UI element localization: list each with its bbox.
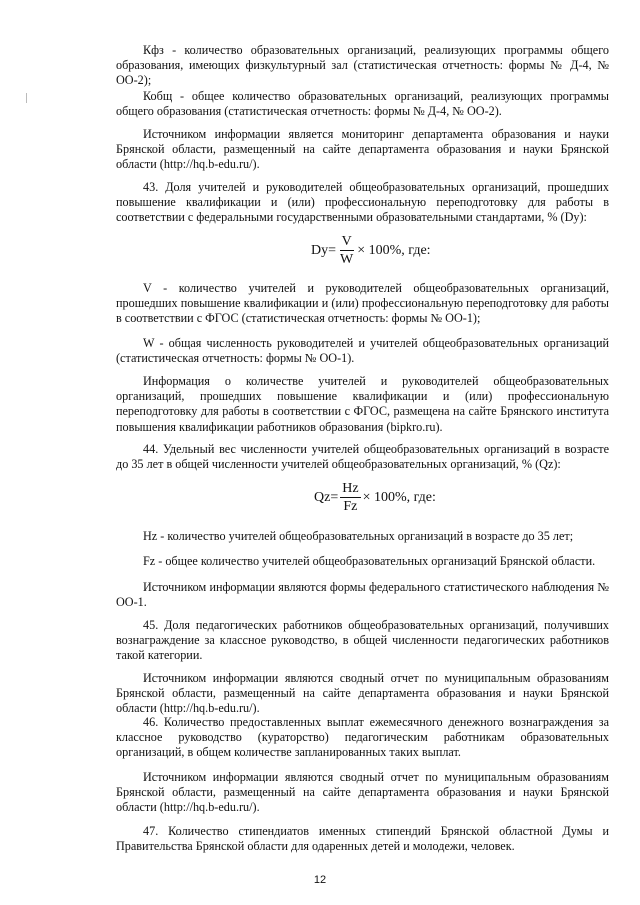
paragraph-text: Fz - общее количество учителей общеобразовательных организаций Брянской области. bbox=[143, 554, 596, 568]
page-number: 12 bbox=[313, 874, 327, 886]
paragraph-text: Кфз - количество образовательных организаций, реализующих программы общего образования, имеющих физкультурный зал (статистическая отчетность: формы № Д-4, № ОО-2); bbox=[116, 43, 609, 88]
formula-rhs: × 100%, где: bbox=[357, 242, 431, 258]
paragraph-kfz bbox=[116, 43, 609, 89]
paragraph-item-46 bbox=[116, 715, 609, 761]
paragraph-text: 45. Доля педагогических работников общеобразовательных организаций, получивших вознаграждение за классное руководство, в общей численности педагогических работников такой категории. bbox=[116, 618, 609, 663]
paragraph-source-oo1 bbox=[116, 580, 609, 610]
paragraph-hz-definition bbox=[116, 529, 609, 544]
paragraph-item-43 bbox=[116, 180, 609, 226]
paragraph-text: 43. Доля учителей и руководителей общеобразовательных организаций, прошедших повышение квалификации и (или) профессиональную переподготовку для работы в соответствии с федеральными государственными образовательными стандартами, % (Dy): bbox=[116, 180, 609, 225]
margin-mark bbox=[26, 93, 27, 103]
paragraph-item-45 bbox=[116, 618, 609, 664]
paragraph-text: Источником информации являются сводный отчет по муниципальным образованиям Брянской области, размещенный на сайте департамента образования и науки Брянской области (http://hq.b-edu.ru/). bbox=[116, 671, 609, 716]
fraction-numerator: Hz bbox=[342, 481, 359, 496]
paragraph-item-44 bbox=[116, 442, 609, 472]
paragraph-source-monitoring bbox=[116, 127, 609, 173]
paragraph-text: V - количество учителей и руководителей общеобразовательных организаций, прошедших повышение квалификации и (или) профессиональную переподготовку для работы в соответствии с ФГОС (статистическая отчетность: формы № ОО-1); bbox=[116, 281, 609, 326]
formula-rhs: × 100%, где: bbox=[362, 489, 436, 505]
paragraph-w-definition bbox=[116, 336, 609, 366]
paragraph-text: W - общая численность руководителей и учителей общеобразовательных организаций (статистическая отчетность: формы № ОО-1). bbox=[116, 336, 609, 366]
paragraph-text: Источником информации являются формы федерального статистического наблюдения № ОО-1. bbox=[116, 580, 609, 610]
fraction-numerator: V bbox=[341, 234, 352, 249]
paragraph-source-municipal-2 bbox=[116, 770, 609, 816]
paragraph-fz-definition bbox=[116, 554, 609, 569]
paragraph-v-definition bbox=[116, 281, 609, 327]
formula-lhs: Dy= bbox=[311, 242, 337, 258]
paragraph-text: 47. Количество стипендиатов именных стипендий Брянской областной Думы и Правительства Брянской области для одаренных детей и молодежи, человек. bbox=[116, 824, 609, 854]
formula-dy bbox=[311, 234, 431, 267]
fraction bbox=[338, 234, 355, 267]
paragraph-text: Кобщ - общее количество образовательных организаций, реализующих программы общего образования (статистическая отчетность: формы № Д-4, № ОО-2). bbox=[116, 89, 609, 119]
paragraph-text: Источником информации является мониторинг департамента образования и науки Брянской области, размещенный на сайте департамента образования и науки Брянской области (http://hq.b-edu.ru/). bbox=[116, 127, 609, 172]
formula-qz bbox=[314, 481, 436, 514]
fraction-denominator: Fz bbox=[343, 499, 358, 514]
paragraph-text: Hz - количество учителей общеобразовательных организаций в возрасте до 35 лет; bbox=[143, 529, 574, 543]
paragraph-text: 46. Количество предоставленных выплат ежемесячного денежного вознаграждения за классное руководство (кураторство) педагогическим работникам образовательных организаций, в общем количестве запланированных таких выплат. bbox=[116, 715, 609, 760]
paragraph-info-fgos bbox=[116, 374, 609, 435]
paragraph-kobsch bbox=[116, 89, 609, 119]
fraction bbox=[340, 481, 360, 514]
paragraph-text: Информация о количестве учителей и руководителей общеобразовательных организаций, прошедших повышение квалификации и (или) профессиональную переподготовку для работы в соответствии с ФГОС, размещена на сайте Брянского института повышения квалификации работников образования (bipkro.ru). bbox=[116, 374, 609, 434]
formula-lhs: Qz= bbox=[314, 489, 339, 505]
paragraph-text: Источником информации являются сводный отчет по муниципальным образованиям Брянской области, размещенный на сайте департамента образования и науки Брянской области (http://hq.b-edu.ru/). bbox=[116, 770, 609, 815]
paragraph-source-municipal-1 bbox=[116, 671, 609, 717]
fraction-denominator: W bbox=[340, 252, 354, 267]
paragraph-item-47 bbox=[116, 824, 609, 854]
paragraph-text: 44. Удельный вес численности учителей общеобразовательных организаций в возрасте до 35 лет в общей численности учителей общеобразовательных организаций, % (Qz): bbox=[116, 442, 609, 472]
